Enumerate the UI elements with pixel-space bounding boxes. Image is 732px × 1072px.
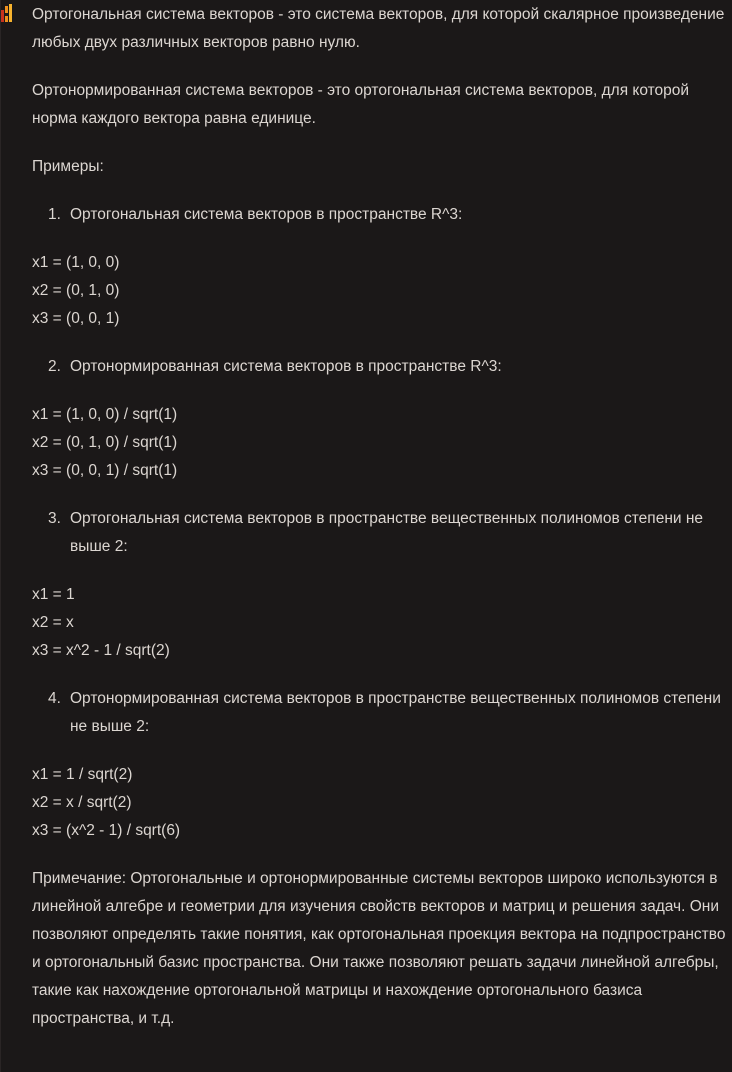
vector-line: x3 = (0, 0, 1) / sqrt(1) [32, 462, 178, 479]
vector-line: x1 = (1, 0, 0) [32, 254, 120, 271]
orthogonal-definition: Ортогональная система векторов - это система векторов, для которой скалярное произведение любых двух различных векторов равно нулю. [32, 6, 725, 51]
vector-line: x2 = x [32, 614, 74, 631]
list-item [32, 685, 727, 741]
list-item-number: 1. [48, 206, 61, 223]
examples-label: Примеры: [32, 158, 104, 175]
vector-line: x3 = (x^2 - 1) / sqrt(6) [32, 822, 181, 839]
list-item-number: 4. [48, 690, 61, 707]
note-paragraph: Примечание: Ортогональные и ортонормированные системы векторов широко используются в линейной алгебре и геометрии для изучения свойств векторов и матриц и решения задач. Они позволяют определять такие понятия, как ортогональная проекция вектора на подпространство и ортогональный базис пространства. Они также позволяют решать задачи линейной алгебры, такие как нахождение ортогональной матрицы и нахождение ортогонального базиса пространства, и т.д. [32, 870, 726, 1027]
vector-line: x1 = 1 / sqrt(2) [32, 766, 133, 783]
list-item-title: Ортогональная система векторов в пространстве вещественных полиномов степени не выше 2: [70, 510, 704, 555]
list-item [32, 201, 727, 229]
list-item-title: Ортогональная система векторов в пространстве R^3: [70, 206, 463, 223]
list-item-title: Ортонормированная система векторов в пространстве R^3: [70, 358, 502, 375]
vector-list [32, 761, 727, 845]
vector-list [32, 401, 727, 485]
vector-list [32, 581, 727, 665]
vector-line: x3 = x^2 - 1 / sqrt(2) [32, 642, 170, 659]
vector-line: x1 = 1 [32, 586, 75, 603]
vector-line: x3 = (0, 0, 1) [32, 310, 120, 327]
message-content [32, 1, 727, 1053]
orthonormal-definition: Ортонормированная система векторов - это ортогональная система векторов, для которой норма каждого вектора равна единице. [32, 82, 690, 127]
vector-line: x2 = (0, 1, 0) / sqrt(1) [32, 434, 178, 451]
vector-line: x2 = (0, 1, 0) [32, 282, 120, 299]
vector-line: x2 = x / sqrt(2) [32, 794, 132, 811]
vector-list [32, 249, 727, 333]
list-item-number: 2. [48, 358, 61, 375]
list-item [32, 505, 727, 561]
list-item-number: 3. [48, 510, 61, 527]
vector-line: x1 = (1, 0, 0) / sqrt(1) [32, 406, 178, 423]
list-item-title: Ортонормированная система векторов в пространстве вещественных полиномов степени не выше 2: [70, 690, 721, 735]
assistant-avatar-icon [1, 4, 13, 22]
list-item [32, 353, 727, 381]
